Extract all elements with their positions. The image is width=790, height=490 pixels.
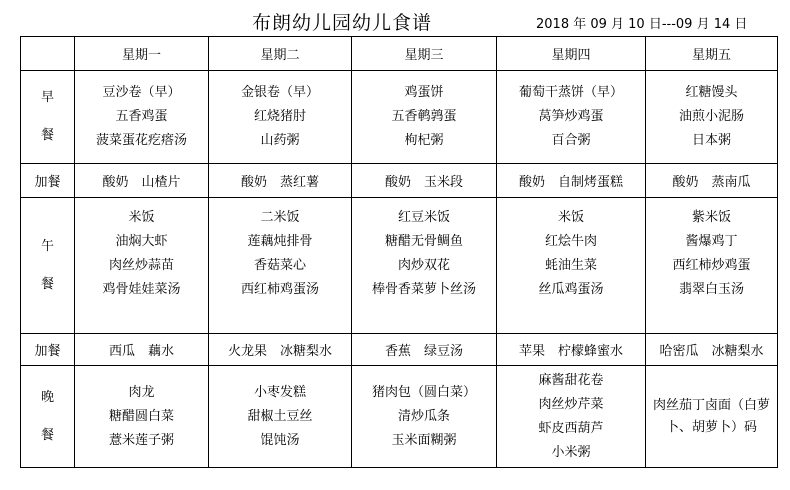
snack-cell: 哈密瓜 冰糖梨水 xyxy=(646,334,778,366)
dish: 莲藕炖排骨 xyxy=(247,233,313,249)
dish: 丝瓜鸡蛋汤 xyxy=(538,281,604,297)
dish: 玉米面糊粥 xyxy=(391,432,457,448)
dish: 五香鹌鹑蛋 xyxy=(391,109,457,124)
snack-cell: 酸奶 蒸红薯 xyxy=(209,164,352,198)
meal-cell xyxy=(75,71,209,164)
page-title: 布朗幼儿园幼儿食谱 xyxy=(252,12,433,34)
meal-label-snack: 加餐 xyxy=(21,334,75,366)
dish: 油煎小泥肠 xyxy=(678,109,744,124)
dish: 红烧猪肘 xyxy=(253,109,306,124)
snack-cell: 香蕉 绿豆汤 xyxy=(352,334,497,366)
dish: 猪肉包（圆白菜） xyxy=(371,384,476,400)
meal-cell xyxy=(497,71,646,164)
snack-cell: 酸奶 蒸南瓜 xyxy=(646,164,778,198)
dish: 豆沙卷（早） xyxy=(102,85,181,100)
meal-cell xyxy=(497,198,646,334)
dish: 肉丝炒芹菜 xyxy=(538,396,604,412)
dish: 金银卷（早） xyxy=(240,85,319,100)
meal-cell xyxy=(352,198,497,334)
meal-cell xyxy=(209,198,352,334)
dish: 鸡蛋饼 xyxy=(404,85,444,100)
morning-snack-row xyxy=(21,164,778,198)
snack-cell: 火龙果 冰糖梨水 xyxy=(209,334,352,366)
dish: 莴笋炒鸡蛋 xyxy=(538,109,604,124)
dish: 紫米饭 xyxy=(691,209,731,225)
day-header: 星期二 xyxy=(209,37,352,71)
dish: 蚝油生菜 xyxy=(544,257,597,273)
day-header: 星期四 xyxy=(497,37,646,71)
dinner-row xyxy=(21,366,778,468)
meal-cell xyxy=(646,198,778,334)
dish: 鸡骨娃娃菜汤 xyxy=(102,281,181,297)
day-header: 星期五 xyxy=(646,37,778,71)
meal-cell xyxy=(497,366,646,468)
dish: 酱爆鸡丁 xyxy=(685,233,738,249)
snack-cell: 西瓜 藕水 xyxy=(75,334,209,366)
meal-cell xyxy=(352,71,497,164)
dish: 米饭 xyxy=(557,209,584,225)
corner-cell xyxy=(21,37,75,71)
meal-label-dinner: 晚 餐 xyxy=(21,366,75,468)
dish: 馄饨汤 xyxy=(260,432,300,448)
meal-cell xyxy=(646,71,778,164)
dish: 清炒瓜条 xyxy=(397,408,450,424)
dish: 葡萄干蒸饼（早） xyxy=(518,85,623,100)
breakfast-row xyxy=(21,71,778,164)
lunch-row xyxy=(21,198,778,334)
dish: 米饭 xyxy=(128,209,155,225)
meal-cell xyxy=(75,366,209,468)
meal-label-lunch: 午 餐 xyxy=(21,198,75,334)
dish: 二米饭 xyxy=(260,209,300,225)
snack-cell: 酸奶 玉米段 xyxy=(352,164,497,198)
menu-table xyxy=(20,36,778,468)
dish: 肉丝茄丁卤面（白萝卜、胡萝卜）码 xyxy=(652,397,770,435)
dish: 红糖馒头 xyxy=(685,85,738,100)
dish: 山药粥 xyxy=(260,133,300,148)
dish: 红烩牛肉 xyxy=(544,233,597,249)
meal-cell xyxy=(646,366,778,468)
meal-label-breakfast: 早 餐 xyxy=(21,71,75,164)
dish: 棒骨香菜萝卜丝汤 xyxy=(371,281,476,297)
day-header-row xyxy=(21,37,778,71)
dish: 虾皮西葫芦 xyxy=(538,420,604,436)
dish: 五香鸡蛋 xyxy=(115,109,168,124)
afternoon-snack-row xyxy=(21,334,778,366)
dish: 小枣发糕 xyxy=(253,384,306,400)
dish: 糖醋圆白菜 xyxy=(108,408,174,424)
meal-cell xyxy=(75,198,209,334)
dish: 肉龙 xyxy=(128,384,155,400)
dish: 薏米莲子粥 xyxy=(108,432,174,448)
dish: 日本粥 xyxy=(691,133,731,148)
meal-cell xyxy=(352,366,497,468)
dish: 香菇菜心 xyxy=(253,257,306,273)
date-range: 2018 年 09 月 10 日---09 月 14 日 xyxy=(536,17,748,32)
snack-cell: 酸奶 自制烤蛋糕 xyxy=(497,164,646,198)
meal-label-snack: 加餐 xyxy=(21,164,75,198)
dish: 枸杞粥 xyxy=(404,133,444,148)
meal-cell xyxy=(209,71,352,164)
dish: 菠菜蛋花疙瘩汤 xyxy=(95,133,187,148)
day-header: 星期一 xyxy=(75,37,209,71)
dish: 百合粥 xyxy=(551,133,591,148)
dish: 糖醋无骨鲷鱼 xyxy=(384,233,463,249)
snack-cell: 苹果 柠檬蜂蜜水 xyxy=(497,334,646,366)
dish: 红豆米饭 xyxy=(397,209,450,225)
dish: 西红柿鸡蛋汤 xyxy=(240,281,319,297)
meal-cell xyxy=(209,366,352,468)
day-header: 星期三 xyxy=(352,37,497,71)
dish: 西红柿炒鸡蛋 xyxy=(672,257,751,273)
dish: 肉丝炒蒜苗 xyxy=(108,257,174,273)
snack-cell: 酸奶 山楂片 xyxy=(75,164,209,198)
dish: 小米粥 xyxy=(551,444,591,460)
dish: 肉炒双花 xyxy=(397,257,450,273)
dish: 翡翠白玉汤 xyxy=(678,281,744,297)
dish: 油焖大虾 xyxy=(115,233,168,249)
dish: 麻酱甜花卷 xyxy=(538,372,604,388)
dish: 甜椒土豆丝 xyxy=(247,408,313,424)
